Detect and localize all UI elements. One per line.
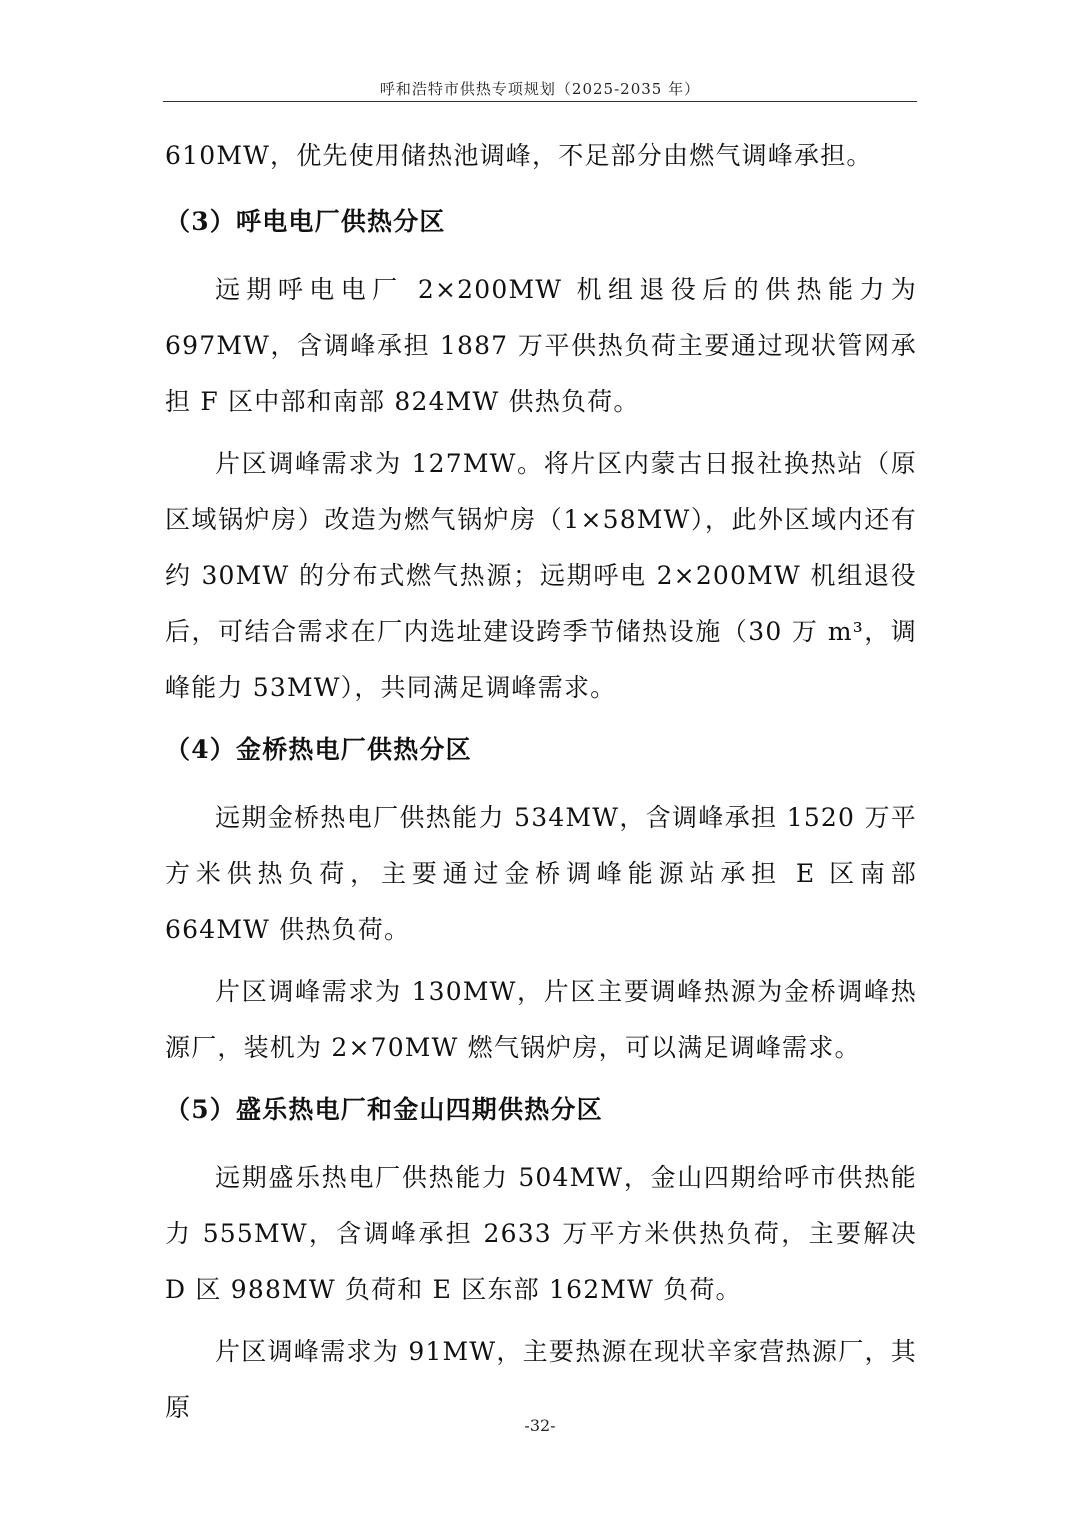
page-number: -32- xyxy=(524,1416,556,1435)
paragraph-jinqiao-peak: 片区调峰需求为 130MW，片区主要调峰热源为金桥调峰热源厂，装机为 2×70MW 燃气锅炉房，可以满足调峰需求。 xyxy=(165,977,917,1062)
page-header-title: 呼和浩特市供热专项规划（2025-2035 年） xyxy=(379,80,701,98)
paragraph-huadian-peak: 片区调峰需求为 127MW。将片区内蒙古日报社换热站（原区域锅炉房）改造为燃气锅炉房（1×58MW），此外区域内还有约 30MW 的分布式燃气热源；远期呼电 2×200MW 机组退役后，可结合需求在厂内选址建设跨季节储热设施（30 万 m³，调峰能力 53MW），共同满足调峰需求。 xyxy=(165,449,917,702)
paragraph-huadian-capacity: 远期呼电电厂 2×200MW 机组退役后的供热能力为 697MW，含调峰承担 1887 万平供热负荷主要通过现状管网承担 F 区中部和南部 824MW 供热负荷。 xyxy=(165,275,917,416)
header-divider xyxy=(163,101,917,102)
section-heading-5: （5）盛乐热电厂和金山四期供热分区 xyxy=(165,1095,603,1124)
paragraph-continuation: 610MW，优先使用储热池调峰，不足部分由燃气调峰承担。 xyxy=(165,141,873,170)
section-heading-4: （4）金桥热电厂供热分区 xyxy=(165,735,472,764)
document-body xyxy=(165,128,917,1442)
paragraph-shengle-peak: 片区调峰需求为 91MW，主要热源在现状辛家营热源厂，其原 xyxy=(165,1337,917,1422)
paragraph-jinqiao-capacity: 远期金桥热电厂供热能力 534MW，含调峰承担 1520 万平方米供热负荷，主要通过金桥调峰能源站承担 E 区南部 664MW 供热负荷。 xyxy=(165,803,917,944)
paragraph-shengle-capacity: 远期盛乐热电厂供热能力 504MW，金山四期给呼市供热能力 555MW，含调峰承担 2633 万平方米供热负荷，主要解决 D 区 988MW 负荷和 E 区东部 162MW 负荷。 xyxy=(165,1163,917,1304)
section-heading-3: （3）呼电电厂供热分区 xyxy=(165,207,446,236)
